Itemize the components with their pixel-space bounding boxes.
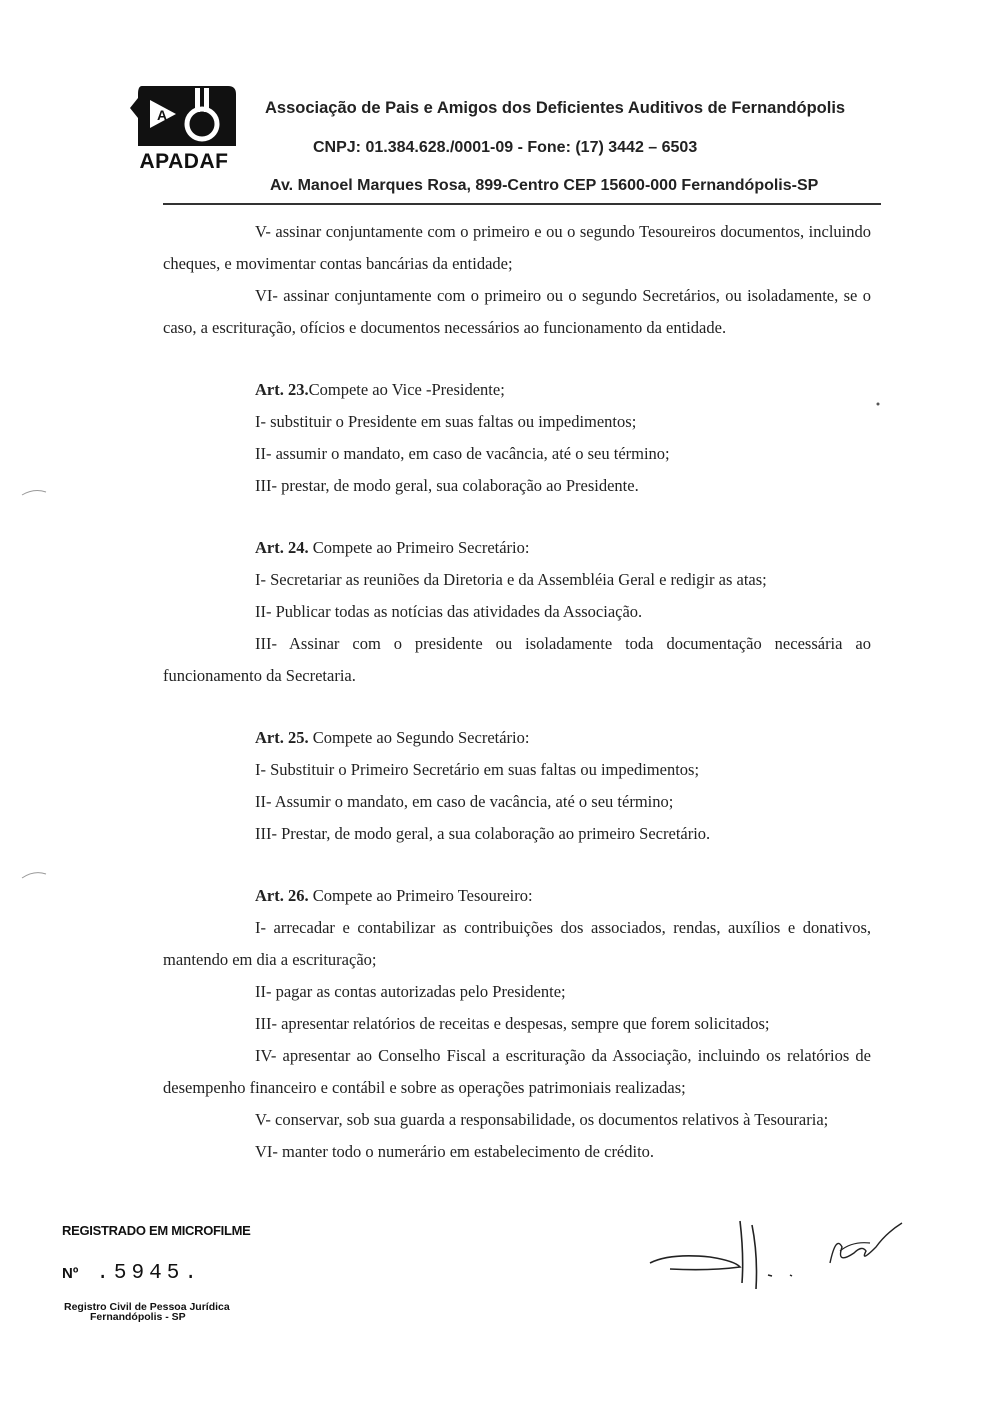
article-title: Compete ao Vice -Presidente; bbox=[308, 380, 505, 399]
article-item: III- Prestar, de modo geral, a sua colaboração ao primeiro Secretário. bbox=[255, 824, 711, 843]
article-25 bbox=[163, 722, 871, 850]
article-item: V- conservar, sob sua guarda a responsabilidade, os documentos relativos à Tesouraria; bbox=[255, 1110, 829, 1129]
article-item: I- Substituir o Primeiro Secretário em suas faltas ou impedimentos; bbox=[255, 760, 700, 779]
article-heading bbox=[163, 374, 871, 406]
article-heading bbox=[163, 880, 871, 912]
article-number: Art. 25. bbox=[255, 728, 309, 747]
microfilm-stamp: REGISTRADO EM MICROFILME bbox=[62, 1223, 251, 1238]
article-heading bbox=[163, 532, 871, 564]
registry-line: Registro Civil de Pessoa Jurídica bbox=[64, 1301, 230, 1313]
registration-number bbox=[62, 1262, 202, 1285]
article-item: II- Assumir o mandato, em caso de vacância, até o seu término; bbox=[255, 792, 674, 811]
article-number: Art. 26. bbox=[255, 886, 309, 905]
svg-text:A: A bbox=[157, 107, 168, 123]
article-24 bbox=[163, 532, 871, 692]
article-item: III- apresentar relatórios de receitas e despesas, sempre que forem solicitados; bbox=[255, 1014, 770, 1033]
organization-name: Associação de Pais e Amigos dos Deficientes Auditivos de Fernandópolis bbox=[265, 99, 846, 117]
logo-text: APADAF bbox=[139, 150, 229, 173]
article-23 bbox=[163, 374, 871, 502]
article-heading bbox=[163, 722, 871, 754]
article-title: Compete ao Segundo Secretário: bbox=[308, 728, 530, 747]
number-label: Nº bbox=[62, 1265, 79, 1282]
paragraph-vi: VI- assinar conjuntamente com o primeiro ou o segundo Secretários, ou isoladamente, se o caso, a escrituração, ofícios e documentos necessários ao funcionamento da entidade. bbox=[163, 286, 871, 337]
article-item: III- Assinar com o presidente ou isoladamente toda documentação necessária ao funcionamento da Secretaria. bbox=[163, 634, 871, 685]
letterhead bbox=[0, 0, 992, 210]
number-value: .5945. bbox=[96, 1262, 202, 1285]
signature bbox=[640, 1205, 910, 1305]
address-line: Av. Manoel Marques Rosa, 899-Centro CEP 15600-000 Fernandópolis-SP bbox=[270, 177, 819, 194]
article-number: Art. 23. bbox=[255, 380, 309, 399]
article-title: Compete ao Primeiro Secretário: bbox=[308, 538, 530, 557]
article-item: I- arrecadar e contabilizar as contribuições dos associados, rendas, auxílios e donativos, mantendo em dia a escrituração; bbox=[163, 918, 871, 969]
article-item: II- pagar as contas autorizadas pelo Presidente; bbox=[255, 982, 566, 1001]
cnpj-phone-line: CNPJ: 01.384.628./0001-09 - Fone: (17) 3442 – 6503 bbox=[313, 139, 698, 156]
registry-line: Fernandópolis - SP bbox=[90, 1311, 186, 1323]
paragraph-v: V- assinar conjuntamente com o primeiro e ou o segundo Tesoureiros documentos, incluindo cheques, e movimentar contas bancárias da entidade; bbox=[163, 222, 871, 273]
article-item: I- Secretariar as reuniões da Diretoria e da Assembléia Geral e redigir as atas; bbox=[255, 570, 767, 589]
article-item: II- assumir o mandato, em caso de vacância, até o seu término; bbox=[255, 444, 670, 463]
article-item: II- Publicar todas as notícias das atividades da Associação. bbox=[255, 602, 643, 621]
article-title: Compete ao Primeiro Tesoureiro: bbox=[308, 886, 533, 905]
article-item: VI- manter todo o numerário em estabelecimento de crédito. bbox=[255, 1142, 655, 1161]
article-item: I- substituir o Presidente em suas faltas ou impedimentos; bbox=[255, 412, 637, 431]
header-divider bbox=[163, 203, 881, 205]
document-body bbox=[163, 216, 871, 1168]
article-number: Art. 24. bbox=[255, 538, 309, 557]
article-26 bbox=[163, 880, 871, 1168]
article-item: III- prestar, de modo geral, sua colaboração ao Presidente. bbox=[255, 476, 639, 495]
article-item: IV- apresentar ao Conselho Fiscal a escrituração da Associação, incluindo os relatórios de desempenho financeiro e contábil e sobre as operações patrimoniais realizadas; bbox=[163, 1046, 871, 1097]
registry-office bbox=[64, 1302, 230, 1322]
